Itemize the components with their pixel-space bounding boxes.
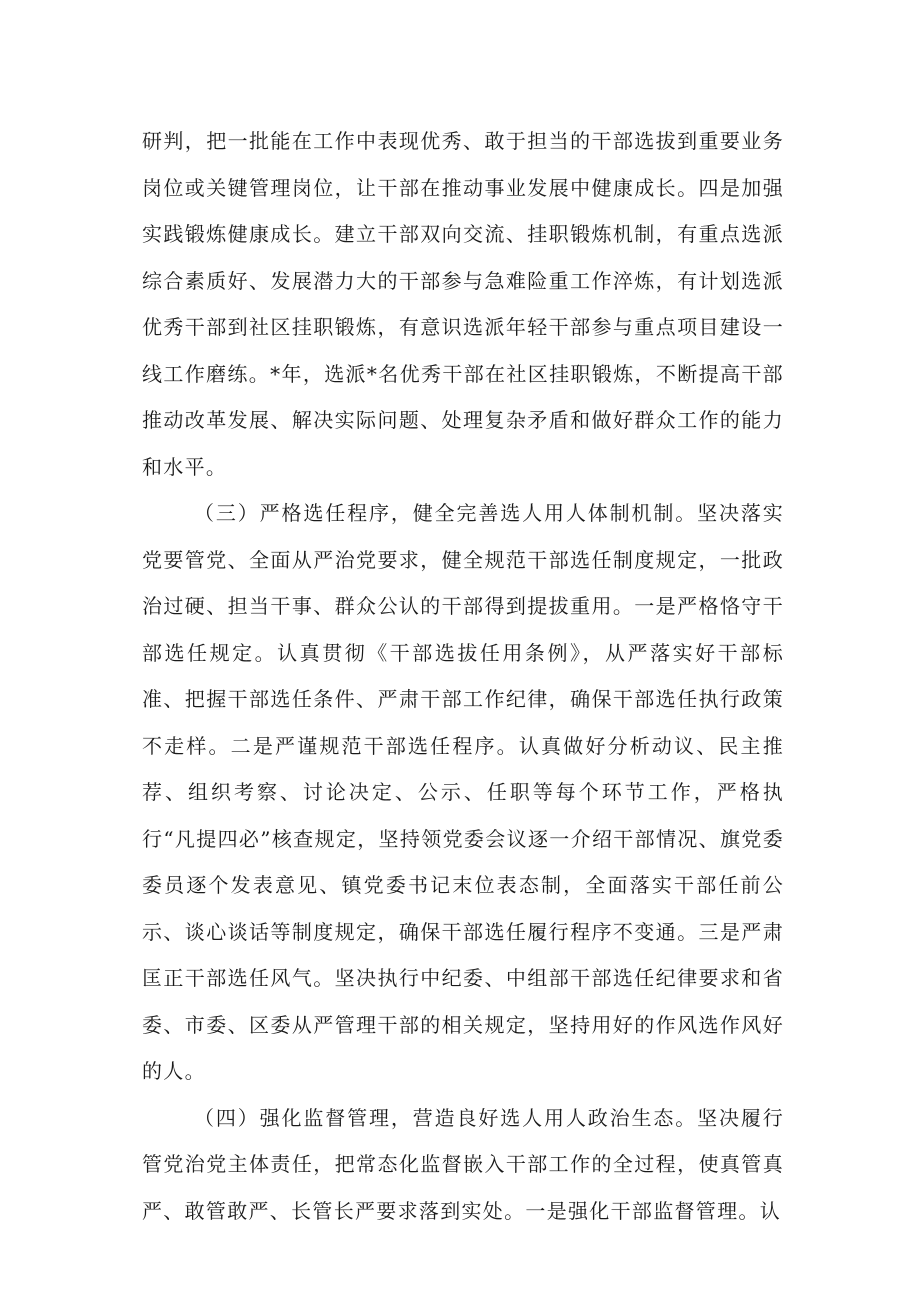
paragraph-cadre-training: 研判，把一批能在工作中表现优秀、敢于担当的干部选拔到重要业务岗位或关键管理岗位，让干部在推动事业发展中健康成长。四是加强实践锻炼健康成长。建立干部双向交流、挂职锻炼机制，有重点选派综合素质好、发展潜力大的干部参与急难险重工作淬炼，有计划选派优秀干部到社区挂职锻炼，有意识选派年轻干部参与重点项目建设一线工作磨练。*年，选派*名优秀干部在社区挂职锻炼，不断提高干部推动改革发展、解决实际问题、处理复杂矛盾和做好群众工作的能力和水平。 <box>142 129 784 479</box>
paragraph-supervision-management: （四）强化监督管理，营造良好选人用人政治生态。坚决履行管党治党主体责任，把常态化监督嵌入干部工作的全过程，使真管真严、敢管敢严、长管长严要求落到实处。一是强化干部监督管理。认 <box>142 1105 784 1223</box>
paragraph-selection-procedure: （三）严格选任程序，健全完善选人用人体制机制。坚决落实党要管党、全面从严治党要求，健全规范干部选任制度规定，一批政治过硬、担当干事、群众公认的干部得到提拔重用。一是严格恪守干部选任规定。认真贯彻《干部选拔任用条例》，从严落实好干部标准、把握干部选任条件、严肃干部工作纪律，确保干部选任执行政策不走样。二是严谨规范干部选任程序。认真做好分析动议、民主推荐、组织考察、讨论决定、公示、任职等每个环节工作，严格执行“凡提四必”核查规定，坚持领党委会议逐一介绍干部情况、旗党委委员逐个发表意见、镇党委书记末位表态制，全面落实干部任前公示、谈心谈话等制度规定，确保干部选任履行程序不变通。三是严肃匡正干部选任风气。坚决执行中纪委、中组部干部选任纪律要求和省委、市委、区委从严管理干部的相关规定，坚持用好的作风选作风好的人。 <box>142 501 784 1083</box>
document-body <box>142 118 784 1234</box>
